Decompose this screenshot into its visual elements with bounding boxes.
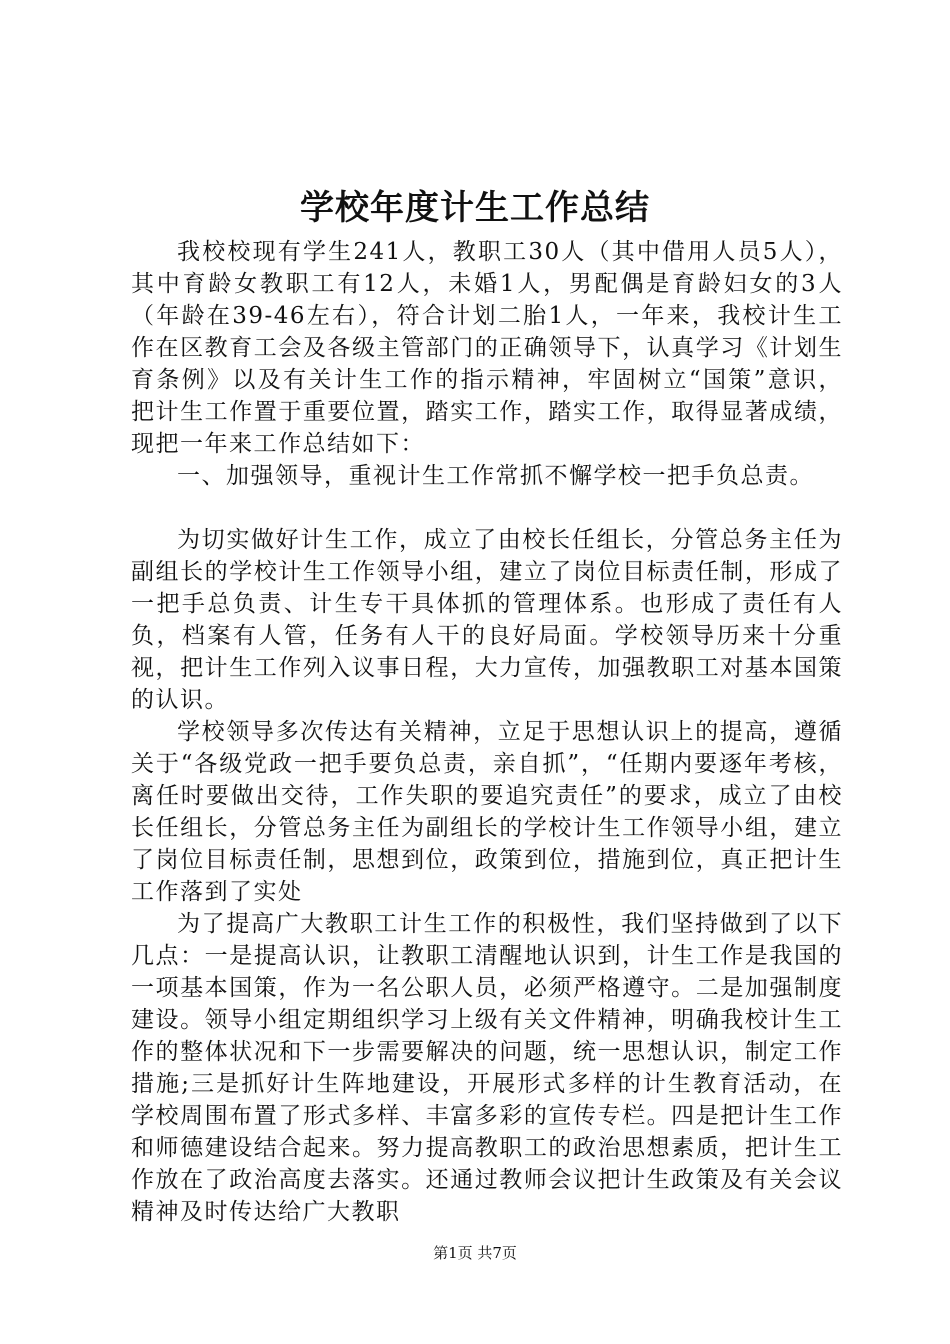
page-number-footer: 第1页 共7页 (433, 1244, 517, 1262)
paragraph-leadership-group: 为切实做好计生工作，成立了由校长任组长，分管总务主任为副组长的学校计生工作领导小组，建立了岗位目标责任制，形成了一把手总负责、计生专干具体抓的管理体系。也形成了责任有人负，档案有人管，任务有人干的良好局面。学校领导历来十分重视，把计生工作列入议事日程，大力宣传，加强教职工对基本国策的认识。 (131, 527, 843, 713)
paragraph-responsibility: 学校领导多次传达有关精神，立足于思想认识上的提高，遵循关于“各级党政一把手要负总责，亲自抓”，“任期内要逐年考核，离任时要做出交待，工作失职的要追究责任”的要求，成立了由校长任组长，分管总务主任为副组长的学校计生工作领导小组，建立了岗位目标责任制，思想到位，政策到位，措施到位，真正把计生工作落到了实处 (131, 719, 843, 905)
document-title: 学校年度计生工作总结 (300, 188, 650, 228)
paragraph-measures: 为了提高广大教职工计生工作的积极性，我们坚持做到了以下几点：一是提高认识，让教职工清醒地认识到，计生工作是我国的一项基本国策，作为一名公职人员，必须严格遵守。二是加强制度建设。领导小组定期组织学习上级有关文件精神，明确我校计生工作的整体状况和下一步需要解决的问题，统一思想认识，制定工作措施;三是抓好计生阵地建设，开展形式多样的计生教育活动，在学校周围布置了形式多样、丰富多彩的宣传专栏。四是把计生工作和师德建设结合起来。努力提高教职工的政治思想素质，把计生工作放在了政治高度去落实。还通过教师会议把计生政策及有关会议精神及时传达给广大教职 (131, 911, 843, 1225)
paragraph-intro: 我校校现有学生241人，教职工30人（其中借用人员5人），其中育龄女教职工有12人，未婚1人，男配偶是育龄妇女的3人（年龄在39-46左右），符合计划二胎1人，一年来，我校计生工作在区教育工会及各级主管部门的正确领导下，认真学习《计划生育条例》以及有关计生工作的指示精神，牢固树立“国策”意识，把计生工作置于重要位置，踏实工作，踏实工作，取得显著成绩，现把一年来工作总结如下： (131, 239, 843, 457)
document-body (131, 236, 843, 1228)
section-heading-1: 一、加强领导，重视计生工作常抓不懈学校一把手负总责。 (177, 463, 814, 489)
